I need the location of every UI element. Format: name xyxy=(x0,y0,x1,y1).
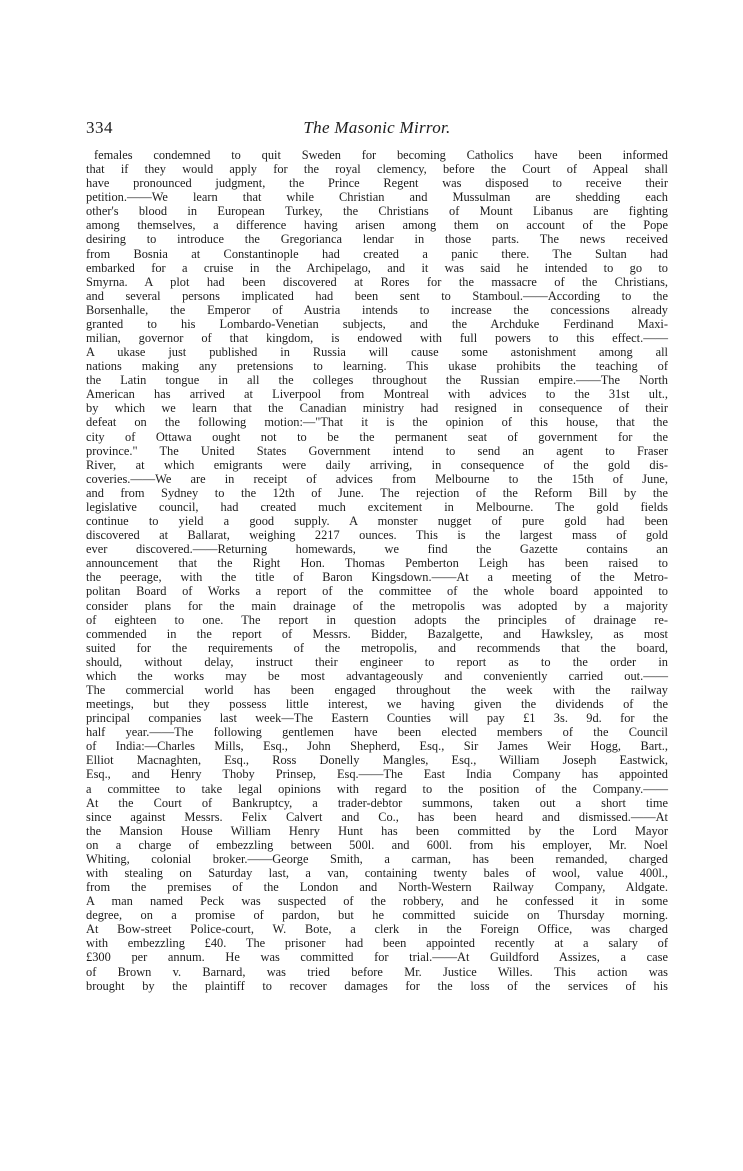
text-line: At the Court of Bankruptcy, a trader-debtor summons, taken out a short time xyxy=(86,795,668,810)
text-line: half year.——The following gentlemen have been elected members of the Council xyxy=(86,725,668,740)
page-header xyxy=(86,118,668,142)
page-number: 334 xyxy=(86,118,113,137)
text-line: desiring to introduce the Gregorianca lendar in those parts. The news received xyxy=(86,232,668,247)
text-line: discovered at Ballarat, weighing 2217 ounces. This is the largest mass of gold xyxy=(86,528,668,543)
text-line: by which we learn that the Canadian ministry had resigned in consequence of their xyxy=(86,401,668,416)
text-line: Elliot Macnaghten, Esq., Ross Donelly Mangles, Esq., William Joseph Eastwick, xyxy=(86,753,668,768)
text-line: A ukase just published in Russia will cause some astonishment among all xyxy=(86,345,668,360)
text-line: ever discovered.——Returning homewards, we find the Gazette contains an xyxy=(86,542,668,557)
text-line: principal companies last week—The Eastern Counties will pay £1 3s. 9d. for the xyxy=(86,711,668,726)
text-line: the Mansion House William Henry Hunt has been committed by the Lord Mayor xyxy=(86,823,668,838)
text-line: The commercial world has been engaged throughout the week with the railway xyxy=(86,682,668,697)
text-line: from Bosnia at Constantinople had created a panic there. The Sultan had xyxy=(86,246,668,261)
text-line: on a charge of embezzling between 500l. and 600l. from his employer, Mr. Noel xyxy=(86,837,668,852)
text-line: that if they would apply for the royal clemency, before the Court of Appeal shall xyxy=(86,162,668,177)
text-line: a committee to take legal opinions with regard to the position of the Company.—— xyxy=(86,781,668,796)
text-line: with stealing on Saturday last, a van, containing twenty bales of wool, value 400l., xyxy=(86,865,668,880)
text-line: announcement that the Right Hon. Thomas Pemberton Leigh has been raised to xyxy=(86,556,668,571)
text-line: defeat on the following motion:—"That it is the opinion of this house, that the xyxy=(86,415,668,430)
text-line: A man named Peck was suspected of the robbery, and he confessed it in some xyxy=(86,894,668,909)
text-line: At Bow-street Police-court, W. Bote, a clerk in the Foreign Office, was charged xyxy=(86,922,668,937)
text-line: the Latin tongue in all the colleges throughout the Russian empire.——The North xyxy=(86,373,668,388)
text-line: politan Board of Works a report of the committee of the whole board appointed to xyxy=(86,584,668,599)
text-line: petition.——We learn that while Christian and Mussulman are shedding each xyxy=(86,190,668,205)
text-line: which the works may be most advantageously and conveniently carried out.—— xyxy=(86,668,668,683)
text-line: milian, governor of that kingdom, is endowed with full powers to this effect.—— xyxy=(86,331,668,346)
text-line: with embezzling £40. The prisoner had been appointed recently at a salary of xyxy=(86,936,668,951)
text-line: degree, on a promise of pardon, but he committed suicide on Thursday morning. xyxy=(86,908,668,923)
text-line: River, at which emigrants were daily arriving, in consequence of the gold dis- xyxy=(86,457,668,472)
text-line: Esq., and Henry Thoby Prinsep, Esq.——The East India Company has appointed xyxy=(86,767,668,782)
text-line: legislative council, had created much excitement in Melbourne. The gold fields xyxy=(86,499,668,514)
text-line: the peerage, with the title of Baron Kingsdown.——At a meeting of the Metro- xyxy=(86,570,668,585)
text-line: nations making any pretensions to learning. This ukase prohibits the teaching of xyxy=(86,359,668,374)
text-line: should, without delay, instruct their engineer to report as to the order in xyxy=(86,654,668,669)
article-body xyxy=(86,148,668,993)
text-line: Borsenhalle, the Emperor of Austria intends to increase the concessions already xyxy=(86,302,668,317)
text-line: of Brown v. Barnard, was tried before Mr. Justice Willes. This action was xyxy=(86,964,668,979)
text-line: American has arrived at Liverpool from Montreal with advices to the 31st ult., xyxy=(86,387,668,402)
text-line: city of Ottawa ought not to be the permanent seat of government for the xyxy=(86,429,668,444)
text-line: females condemned to quit Sweden for becoming Catholics have been informed xyxy=(94,148,668,162)
text-line: Smyrna. A plot had been discovered at Rores for the massacre of the Christians, xyxy=(86,274,668,289)
text-line: suited for the requirements of the metropolis, and recommends that the board, xyxy=(86,640,668,655)
text-line: embarked for a cruise in the Archipelago, and it was said he intended to go to xyxy=(86,260,668,275)
text-line: and from Sydney to the 12th of June. The rejection of the Reform Bill by the xyxy=(86,485,668,500)
text-line: continue to yield a good supply. A monster nugget of pure gold had been xyxy=(86,514,668,529)
text-line: since against Messrs. Felix Calvert and Co., has been heard and dismissed.——At xyxy=(86,809,668,824)
text-line: commended in the report of Messrs. Bidder, Bazalgette, and Hawksley, as most xyxy=(86,626,668,641)
text-line: granted to his Lombardo-Venetian subjects, and the Archduke Ferdinand Maxi- xyxy=(86,316,668,331)
text-line: meetings, but they possess little interest, we having given the dividends of the xyxy=(86,697,668,712)
text-line: have pronounced judgment, the Prince Regent was disposed to receive their xyxy=(86,176,668,191)
text-line: among themselves, a difference having arisen among them on account of the Pope xyxy=(86,218,668,233)
text-line: Whiting, colonial broker.——George Smith, a carman, has been remanded, charged xyxy=(86,851,668,866)
running-title: The Masonic Mirror. xyxy=(303,118,451,137)
text-line: province." The United States Government intend to send an agent to Fraser xyxy=(86,443,668,458)
text-line: of eighteen to one. The report in question adopts the principles of drainage re- xyxy=(86,612,668,627)
text-line: £300 per annum. He was committed for trial.——At Guildford Assizes, a case xyxy=(86,950,668,965)
text-line: brought by the plaintiff to recover damages for the loss of the services of his xyxy=(86,978,668,993)
text-line: of India:—Charles Mills, Esq., John Shepherd, Esq., Sir James Weir Hogg, Bart., xyxy=(86,739,668,754)
text-line: other's blood in European Turkey, the Christians of Mount Libanus are fighting xyxy=(86,204,668,219)
text-line: coveries.——We are in receipt of advices from Melbourne to the 15th of June, xyxy=(86,471,668,486)
text-line: from the premises of the London and North-Western Railway Company, Aldgate. xyxy=(86,880,668,895)
text-line: consider plans for the main drainage of the metropolis was adopted by a majority xyxy=(86,598,668,613)
text-line: and several persons implicated had been sent to Stamboul.——According to the xyxy=(86,288,668,303)
